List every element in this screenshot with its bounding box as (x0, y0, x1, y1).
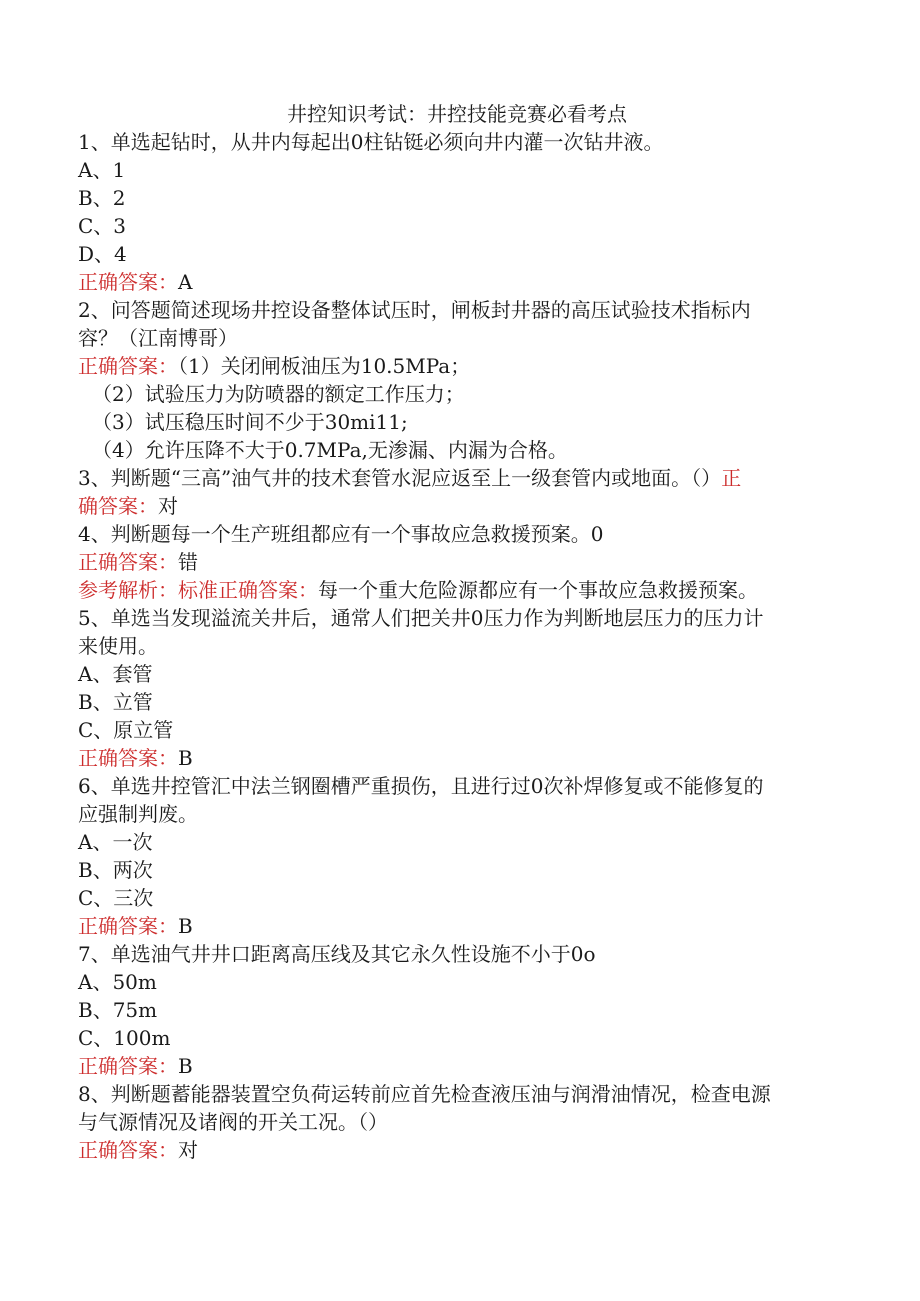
analysis-text: 每一个重大危险源都应有一个事故应急救援预案。 (318, 578, 758, 602)
answer-label-part-1: 正 (721, 466, 742, 490)
question-1-option-c: C、3 (78, 214, 127, 238)
question-8-stem-line-1: 8、判断题蓄能器装置空负荷运转前应首先检查液压油与润滑油情况，检查电源 (78, 1082, 771, 1106)
question-6-stem-line-1: 6、单选井控管汇中法兰钢圈槽严重损伤，且进行过0次补焊修复或不能修复的 (78, 774, 764, 798)
answer-label-part-2: 确答案： (78, 494, 158, 518)
question-5-answer (78, 744, 828, 772)
question-7-stem: 7、单选油气井井口距离高压线及其它永久性设施不小于0o (78, 942, 596, 966)
question-1-answer (78, 268, 828, 296)
question-6-answer (78, 912, 828, 940)
question-7-option-c: C、100m (78, 1026, 171, 1050)
question-2-answer (78, 352, 828, 380)
question-1-stem: 1、单选起钻时，从井内每起出0柱钻铤必须向井内灌一次钻井液。 (78, 130, 664, 154)
question-6-stem-line-2: 应强制判废。 (78, 802, 198, 826)
answer-value: （1）关闭闸板油压为10.5MPa； (178, 354, 471, 378)
answer-label: 正确答案： (78, 270, 178, 294)
document-title: 井控知识考试：井控技能竞赛必看考点 (287, 102, 627, 126)
question-2-answer-line-3: （3）试压稳压时间不少于30mi11; (92, 410, 408, 434)
answer-value: 对 (178, 1138, 198, 1162)
question-5-option-b: B、立管 (78, 690, 153, 714)
question-2-stem-line-2: 容？（江南博哥） (78, 326, 238, 350)
question-4-analysis (78, 576, 828, 604)
question-2-answer-line-2: （2）试验压力为防喷器的额定工作压力； (92, 382, 465, 406)
answer-value: B (178, 1054, 193, 1078)
question-6-option-a: A、一次 (78, 830, 153, 854)
question-5-option-a: A、套管 (78, 662, 153, 686)
question-5-stem-line-2: 来使用。 (78, 634, 158, 658)
question-7-option-a: A、50m (78, 970, 157, 994)
answer-label: 正确答案： (78, 550, 178, 574)
answer-value: 错 (178, 550, 198, 574)
answer-value: B (178, 914, 193, 938)
document-page (78, 100, 828, 1164)
analysis-answer-label: 标准正确答案： (178, 578, 318, 602)
question-4-answer (78, 548, 828, 576)
question-2-answer-line-4: （4）允许压降不大于0.7MPa,无渗漏、内漏为合格。 (92, 438, 568, 462)
answer-label: 正确答案： (78, 746, 178, 770)
answer-value: 对 (158, 494, 178, 518)
question-2-stem-line-1: 2、问答题简述现场井控设备整体试压时，闸板封井器的高压试验技术指标内 (78, 298, 751, 322)
question-8-answer (78, 1136, 828, 1164)
question-6-option-c: C、三次 (78, 886, 154, 910)
question-7-option-b: B、75m (78, 998, 158, 1022)
question-7-answer (78, 1052, 828, 1080)
answer-label: 正确答案： (78, 354, 178, 378)
question-1-option-a: A、1 (78, 158, 126, 182)
analysis-label: 参考解析： (78, 578, 178, 602)
answer-label: 正确答案： (78, 1054, 178, 1078)
question-1-option-b: B、2 (78, 186, 126, 210)
question-6-option-b: B、两次 (78, 858, 153, 882)
question-3 (78, 464, 828, 520)
question-4-stem: 4、判断题每一个生产班组都应有一个事故应急救援预案。0 (78, 522, 604, 546)
question-1-option-d: D、4 (78, 242, 127, 266)
answer-label: 正确答案： (78, 1138, 178, 1162)
question-8-stem-line-2: 与气源情况及诸阀的开关工况。（） (78, 1110, 388, 1134)
answer-value: A (178, 270, 193, 294)
answer-value: B (178, 746, 193, 770)
question-5-stem-line-1: 5、单选当发现溢流关井后，通常人们把关井0压力作为判断地层压力的压力计 (78, 606, 764, 630)
question-5-option-c: C、原立管 (78, 718, 174, 742)
answer-label: 正确答案： (78, 914, 178, 938)
question-3-stem: 3、判断题“三高”油气井的技术套管水泥应返至上一级套管内或地面。（） (78, 466, 722, 490)
